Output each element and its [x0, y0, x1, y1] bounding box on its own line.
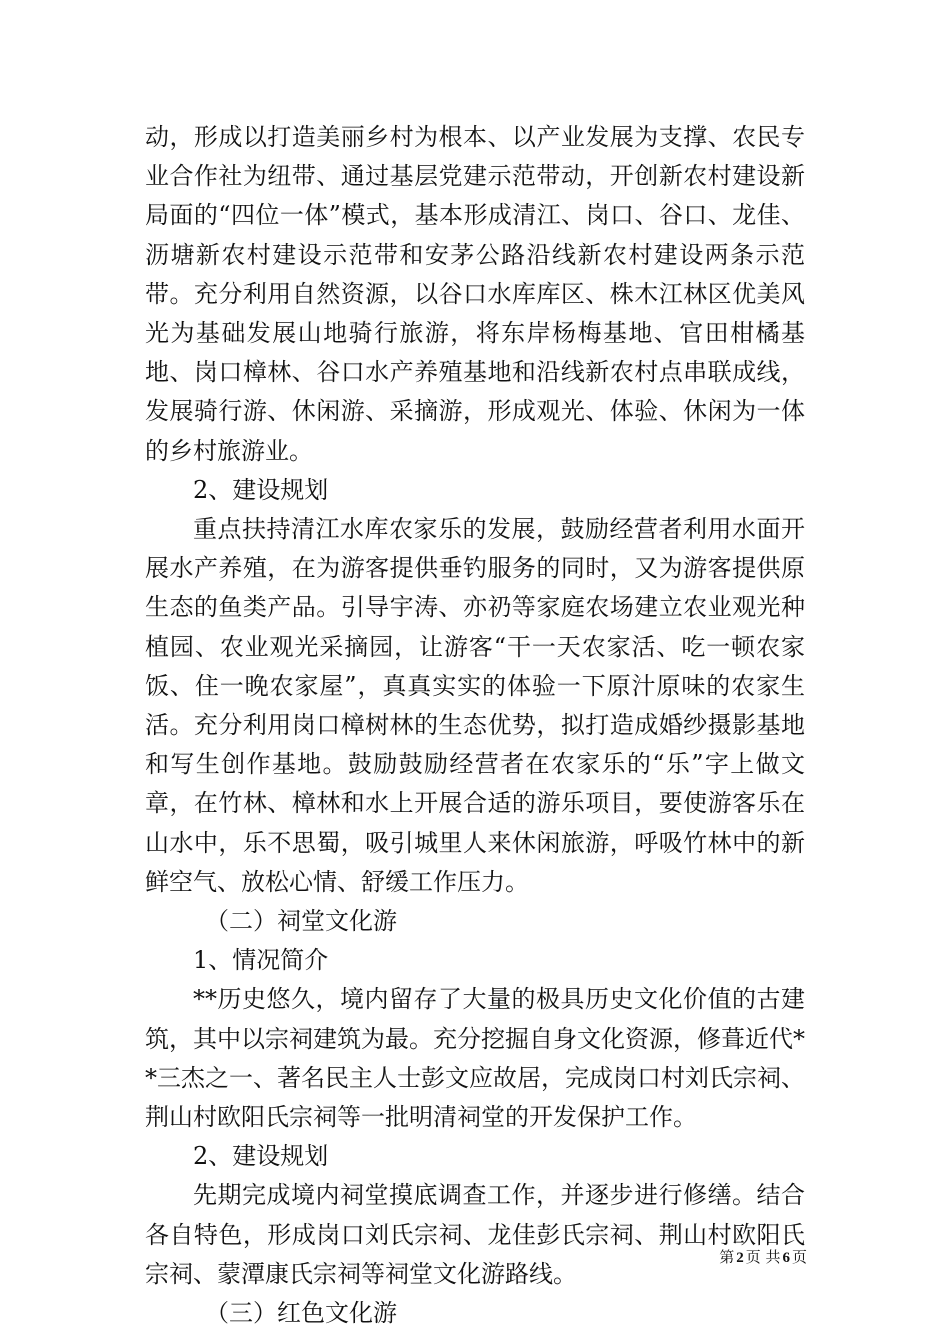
paragraph-plan-farm-stays: 重点扶持清江水库农家乐的发展，鼓励经营者利用水面开展水产养殖，在为游客提供垂钓服务的同时，又为游客提供原生态的鱼类产品。引导宇涛、亦礽等家庭农场建立农业观光种植园、农业观光采摘园，让游客“干一天农家活、吃一顿农家饭、住一晚农家屋”，真真实实的体验一下原汁原味的农家生活。充分利用岗口樟树林的生态优势，拟打造成婚纱摄影基地和写生创作基地。鼓励鼓励经营者在农家乐的“乐”字上做文章，在竹林、樟林和水上开展合适的游乐项目，要使游客乐在山水中，乐不思蜀，吸引城里人来休闲旅游，呼吸竹林中的新鲜空气、放松心情、舒缓工作压力。 [145, 515, 805, 896]
paragraph-hall-survey: 先期完成境内祠堂摸底调查工作，并逐步进行修缮。结合各自特色，形成岗口刘氏宗祠、龙佳彭氏宗祠、荆山村欧阳氏宗祠、蒙潭康氏宗祠等祠堂文化游路线。 [145, 1181, 805, 1288]
document-body [145, 118, 805, 1333]
section-heading-ancestral-hall-tour: （二）祠堂文化游 [205, 907, 397, 936]
page-number-footer [719, 1246, 807, 1267]
footer-middle: 页 共 [745, 1248, 781, 1266]
footer-total-pages: 6 [782, 1250, 790, 1266]
subheading-construction-plan: 2、建设规划 [193, 475, 329, 504]
paragraph-continued: 动，形成以打造美丽乡村为根本、以产业发展为支撑、农民专业合作社为纽带、通过基层党建示范带动，开创新农村建设新局面的“四位一体”模式，基本形成清江、岗口、谷口、龙佳、沥塘新农村建设示范带和安茅公路沿线新农村建设两条示范带。充分利用自然资源，以谷口水库库区、株木江林区优美风光为基础发展山地骑行旅游，将东岸杨梅基地、官田柑橘基地、岗口樟林、谷口水产养殖基地和沿线新农村点串联成线，发展骑行游、休闲游、采摘游，形成观光、体验、休闲为一体的乡村旅游业。 [145, 123, 805, 465]
footer-current-page: 2 [736, 1250, 744, 1266]
footer-suffix: 页 [791, 1248, 807, 1266]
paragraph-history: **历史悠久，境内留存了大量的极具历史文化价值的古建筑，其中以宗祠建筑为最。充分挖掘自身文化资源，修葺近代**三杰之一、著名民主人士彭文应故居，完成岗口村刘氏宗祠、荆山村欧阳氏宗祠等一批明清祠堂的开发保护工作。 [145, 985, 805, 1132]
footer-prefix: 第 [719, 1248, 735, 1266]
section-heading-red-culture-tour: （三）红色文化游 [205, 1299, 397, 1328]
subheading-overview: 1、情况简介 [193, 946, 329, 975]
subheading-construction-plan-2: 2、建设规划 [193, 1142, 329, 1171]
